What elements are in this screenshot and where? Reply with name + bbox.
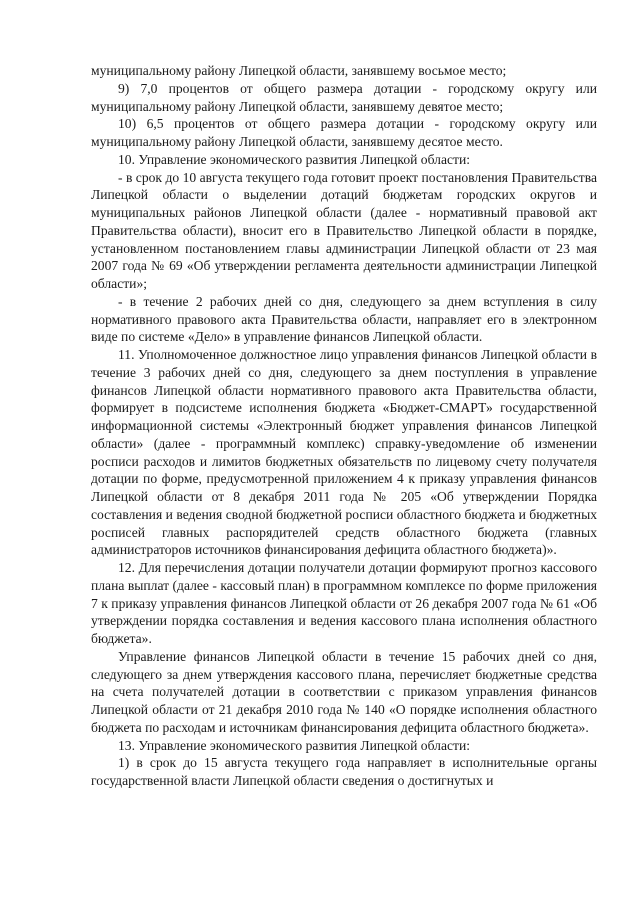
paragraph-item-10: 10) 6,5 процентов от общего размера дотации - городскому округу или муниципальному району Липецкой области, занявшему десятое место. [91, 116, 597, 149]
paragraph-section-12-b: Управление финансов Липецкой области в течение 15 рабочих дней со дня, следующего за днем утверждения кассового плана, перечисляет бюджетные средства на счета получателей дотации в соответствии с приказом управления финансов Липецкой области от 21 декабря 2010 года № 140 «О порядке исполнения областного бюджета по расходам и источникам финансирования дефицита областного бюджета». [91, 648, 597, 735]
paragraph-section-10-b: - в течение 2 рабочих дней со дня, следующего за днем вступления в силу нормативного правового акта Правительства области, направляет его в электронном виде по системе «Дело» в управление финансов Липецкой области. [91, 293, 597, 345]
paragraph-section-11: 11. Уполномоченное должностное лицо управления финансов Липецкой области в течение 3 рабочих дней со дня, следующего за днем поступления в управление финансов Липецкой области нормативного правового акта Правительства области, формирует в подсистеме исполнения бюджета «Бюджет-СМАРТ» государственной информационной системы «Электронный бюджет управления финансов Липецкой области» (далее - программный комплекс) справку-уведомление об изменении росписи расходов и лимитов бюджетных обязательств по лицевому счету получателя дотации по форме, предусмотренной приложением 4 к приказу управления финансов Липецкой области от 8 декабря 2011 года № 205 «Об утверждении Порядка составления и ведения сводной бюджетной росписи областного бюджета и бюджетных росписей главных распорядителей средств областного бюджета (главных администраторов источников финансирования дефицита областного бюджета)». [91, 347, 597, 558]
paragraph-item-9: 9) 7,0 процентов от общего размера дотации - городскому округу или муниципальному району Липецкой области, занявшему девятое место; [91, 80, 597, 114]
paragraph-section-13: 13. Управление экономического развития Липецкой области: [118, 737, 471, 753]
paragraph-section-13-1: 1) в срок до 15 августа текущего года направляет в исполнительные органы государственной власти Липецкой области сведения о достигнутых и [91, 755, 597, 788]
document-page [91, 62, 597, 790]
paragraph-section-12: 12. Для перечисления дотации получатели дотации формируют прогноз кассового плана выплат (далее - кассовый план) в программном комплексе по форме приложения 7 к приказу управления финансов Липецкой области от 26 декабря 2007 года № 61 «Об утверждении порядка составления и ведения кассового плана исполнения областного бюджета». [91, 560, 597, 646]
paragraph-continuation: муниципальному району Липецкой области, занявшему восьмое место; [91, 63, 507, 78]
paragraph-section-10-a: - в срок до 10 августа текущего года готовит проект постановления Правительства Липецкой области о выделении дотаций бюджетам городских округов и муниципальных районов Липецкой области (далее - нормативный правовой акт Правительства области), вносит его в Правительство Липецкой области в порядке, установленном постановлением главы администрации Липецкой области от 23 мая 2007 года № 69 «Об утверждении регламента деятельности администрации Липецкой области»; [91, 169, 597, 291]
paragraph-section-10: 10. Управление экономического развития Липецкой области: [118, 151, 471, 167]
